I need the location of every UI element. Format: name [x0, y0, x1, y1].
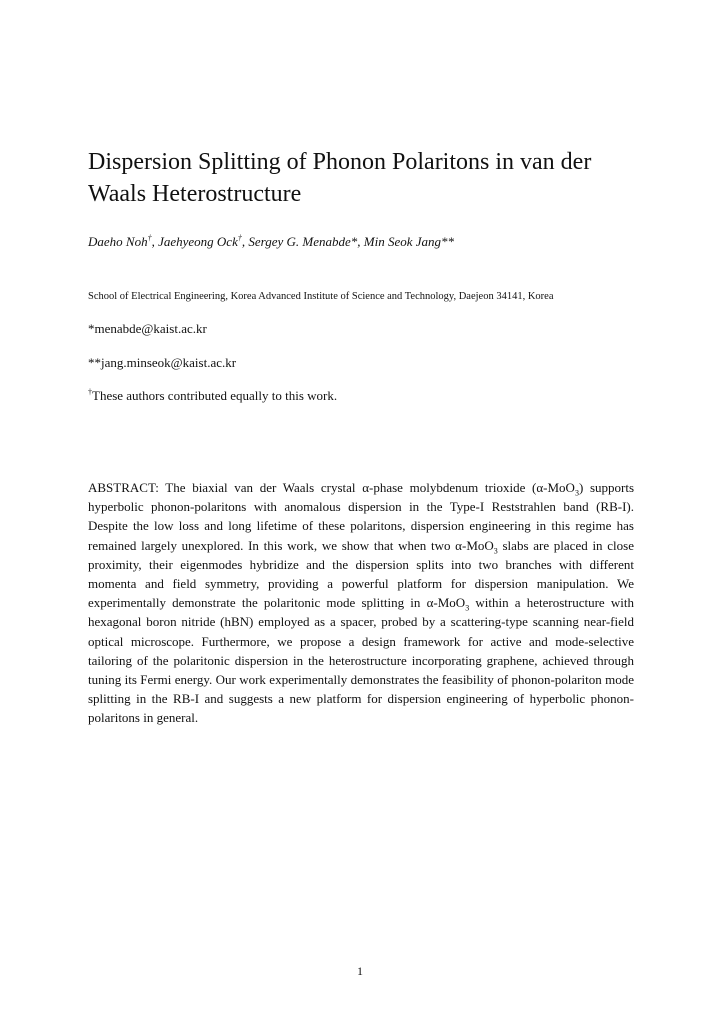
abstract-text: slabs are placed in close proximity, their eigenmodes hybridize and the dispersion splits into two branches with different momenta and field symmetry, providing a powerful platform for dispersion manipulation. We experimentally demonstrate the polaritonic mode splitting in α-MoO [88, 537, 634, 611]
author-separator: , [241, 234, 249, 249]
author-name: Min Seok Jang** [363, 234, 455, 249]
equal-contribution-mark: † [88, 387, 92, 397]
subscript: 3 [493, 546, 498, 556]
author-separator: , [151, 234, 159, 249]
page-number: 1 [357, 964, 363, 978]
author-name: Sergey G. Menabde* [248, 234, 358, 249]
equal-contribution-text: These authors contributed equally to this work. [92, 388, 338, 403]
abstract-text: within a heterostructure with hexagonal boron nitride (hBN) employed as a spacer, probed by a scattering-type scanning near-field optical microscope. Furthermore, we propose a design framework for active and mode-selective tailoring of the polaritonic dispersion in the heterostructure incorporating graphene, achieved through tuning its Fermi energy. Our work experimentally demonstrates the feasibility of phonon-polariton mode splitting in the RB-I and suggests a new platform for dispersion engineering of hyperbolic phonon-polaritons in general. [88, 595, 634, 726]
abstract-text: ) supports hyperbolic phonon-polaritons with anomalous dispersion in the Type-I Reststrahlen band (RB-I). Despite the low loss and long lifetime of these polaritons, dispersion engineering in this regime has remained largely unexplored. In this work, we show that when two α-MoO [88, 480, 635, 553]
author-name: Daeho Noh [88, 234, 148, 249]
author-separator: , [357, 234, 364, 249]
author-name: Jaehyeong Ock [158, 234, 238, 249]
author-list [88, 233, 648, 251]
corresponding-email-2: **jang.minseok@kaist.ac.kr [88, 355, 237, 370]
subscript: 3 [465, 603, 470, 613]
subscript: 3 [574, 488, 579, 498]
abstract [88, 478, 634, 728]
equal-contribution-note [88, 387, 648, 405]
abstract-text: ABSTRACT: The biaxial van der Waals crystal α-phase molybdenum trioxide (α-MoO [88, 480, 575, 495]
paper-title: Dispersion Splitting of Phonon Polaritons in van der Waals Heterostructure [88, 149, 592, 207]
corresponding-email-1: *menabde@kaist.ac.kr [88, 321, 207, 336]
affiliation: School of Electrical Engineering, Korea Advanced Institute of Science and Technology, Daejeon 34141, Korea [88, 291, 554, 302]
equal-contribution-mark: † [147, 233, 152, 243]
equal-contribution-mark: † [237, 233, 242, 243]
